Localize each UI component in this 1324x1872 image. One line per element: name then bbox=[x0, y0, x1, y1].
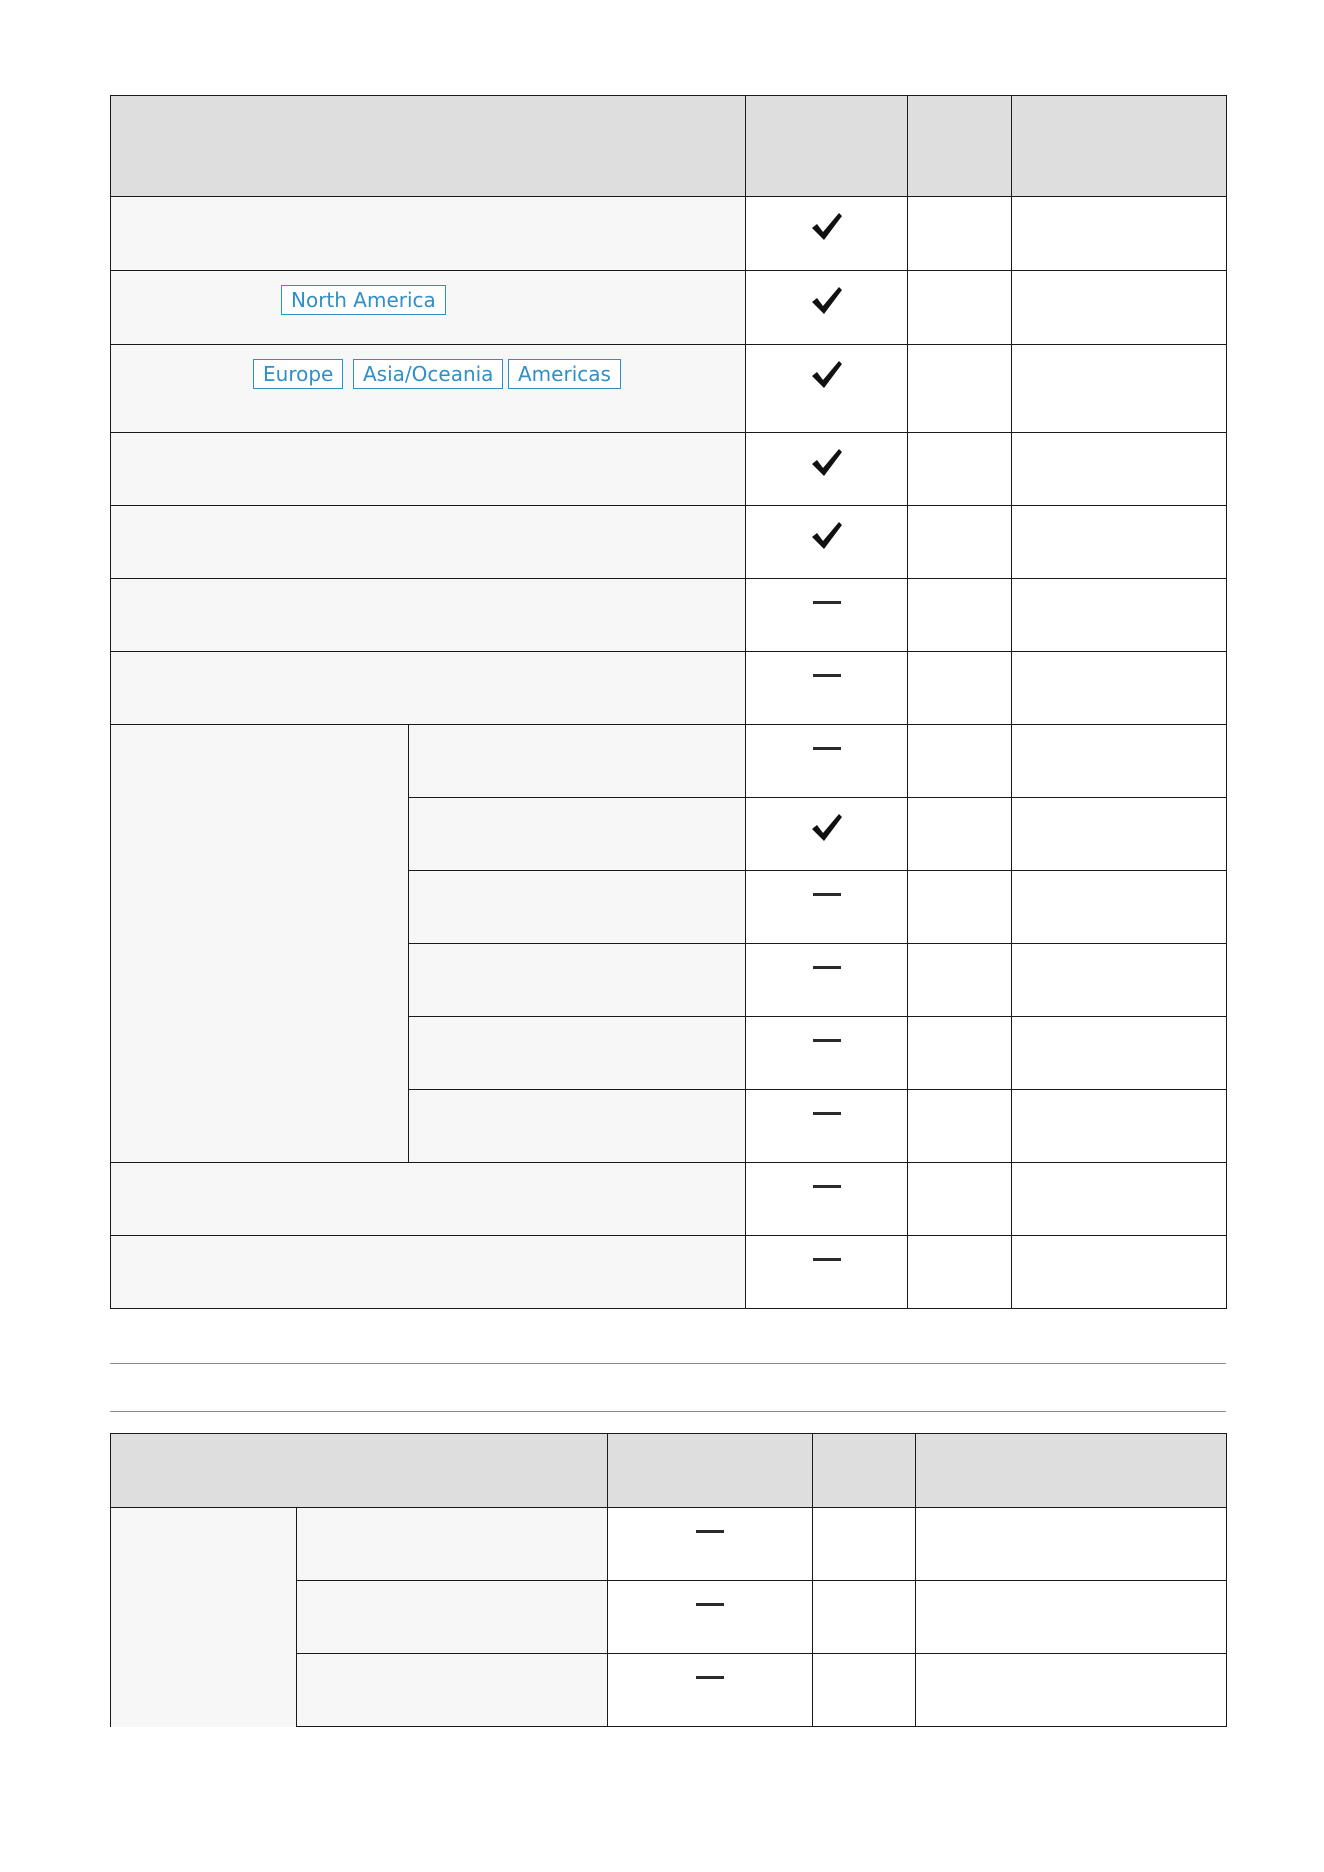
table-row bbox=[111, 1163, 1227, 1236]
dash-icon bbox=[746, 871, 907, 896]
value-cell bbox=[746, 652, 908, 725]
group-label-cell bbox=[111, 1508, 297, 1727]
header-column-3 bbox=[813, 1434, 916, 1508]
empty-cell bbox=[1012, 197, 1227, 271]
empty-cell bbox=[908, 725, 1012, 798]
sub-label-cell bbox=[409, 725, 746, 798]
dash-icon bbox=[608, 1508, 812, 1533]
sub-label-cell bbox=[409, 798, 746, 871]
table-row bbox=[111, 433, 1227, 506]
empty-cell bbox=[813, 1508, 916, 1581]
dash-icon bbox=[746, 1090, 907, 1115]
empty-cell bbox=[916, 1654, 1227, 1727]
empty-cell bbox=[1012, 944, 1227, 1017]
empty-cell bbox=[1012, 871, 1227, 944]
table-row bbox=[111, 725, 1227, 798]
table-row bbox=[111, 345, 1227, 433]
value-cell bbox=[746, 798, 908, 871]
row-label-cell bbox=[111, 433, 746, 506]
empty-cell bbox=[1012, 1163, 1227, 1236]
checkmark-icon bbox=[746, 197, 907, 243]
sub-label-cell bbox=[297, 1508, 608, 1581]
value-cell bbox=[746, 1017, 908, 1090]
empty-cell bbox=[813, 1654, 916, 1727]
region-tag-north-america[interactable]: North America bbox=[281, 285, 446, 315]
header-column-4 bbox=[916, 1434, 1227, 1508]
row-label-cell bbox=[111, 652, 746, 725]
empty-cell bbox=[908, 652, 1012, 725]
value-cell bbox=[746, 197, 908, 271]
dash-icon bbox=[746, 1236, 907, 1261]
empty-cell bbox=[908, 433, 1012, 506]
empty-cell bbox=[1012, 433, 1227, 506]
table-header-row bbox=[111, 96, 1227, 197]
row-label-cell bbox=[111, 1236, 746, 1309]
value-cell bbox=[746, 1236, 908, 1309]
header-value-column bbox=[608, 1434, 813, 1508]
settings-table-2 bbox=[110, 1433, 1227, 1727]
group-label-cell bbox=[111, 725, 409, 1163]
sub-label-cell bbox=[297, 1654, 608, 1727]
checkmark-icon bbox=[746, 433, 907, 479]
checkmark-icon bbox=[746, 798, 907, 844]
empty-cell bbox=[908, 1163, 1012, 1236]
table-row bbox=[111, 1236, 1227, 1309]
empty-cell bbox=[908, 1017, 1012, 1090]
checkmark-icon bbox=[746, 506, 907, 552]
empty-cell bbox=[908, 1236, 1012, 1309]
empty-cell bbox=[916, 1581, 1227, 1654]
empty-cell bbox=[908, 1090, 1012, 1163]
sub-label-cell bbox=[409, 1017, 746, 1090]
header-column-3 bbox=[908, 96, 1012, 197]
value-cell bbox=[746, 725, 908, 798]
empty-cell bbox=[908, 197, 1012, 271]
checkmark-icon bbox=[746, 271, 907, 317]
value-cell bbox=[746, 433, 908, 506]
table-row bbox=[111, 1508, 1227, 1581]
dash-icon bbox=[746, 652, 907, 677]
table-row bbox=[111, 197, 1227, 271]
value-cell bbox=[746, 345, 908, 433]
row-label-cell bbox=[111, 271, 746, 345]
checkmark-icon bbox=[746, 345, 907, 391]
empty-cell bbox=[908, 506, 1012, 579]
value-cell bbox=[746, 1163, 908, 1236]
value-cell bbox=[746, 1090, 908, 1163]
value-cell bbox=[746, 506, 908, 579]
empty-cell bbox=[908, 271, 1012, 345]
value-cell bbox=[746, 871, 908, 944]
header-item-column bbox=[111, 96, 746, 197]
table-row bbox=[111, 506, 1227, 579]
table-row bbox=[111, 652, 1227, 725]
table-row bbox=[111, 579, 1227, 652]
header-item-column bbox=[111, 1434, 608, 1508]
row-label-cell bbox=[111, 579, 746, 652]
dash-icon bbox=[608, 1581, 812, 1606]
region-tag-europe[interactable]: Europe bbox=[253, 359, 343, 389]
header-column-4 bbox=[1012, 96, 1227, 197]
empty-cell bbox=[1012, 506, 1227, 579]
row-label-cell bbox=[111, 1163, 746, 1236]
dash-icon bbox=[608, 1654, 812, 1679]
value-cell bbox=[608, 1581, 813, 1654]
table-row bbox=[111, 271, 1227, 345]
dash-icon bbox=[746, 1163, 907, 1188]
region-tag-asia-oceania[interactable]: Asia/Oceania bbox=[353, 359, 503, 389]
empty-cell bbox=[1012, 725, 1227, 798]
empty-cell bbox=[916, 1508, 1227, 1581]
region-tag-americas[interactable]: Americas bbox=[508, 359, 621, 389]
settings-table-1 bbox=[110, 95, 1227, 1309]
row-label-cell bbox=[111, 506, 746, 579]
sub-label-cell bbox=[409, 944, 746, 1017]
header-value-column bbox=[746, 96, 908, 197]
empty-cell bbox=[1012, 1017, 1227, 1090]
empty-cell bbox=[1012, 1090, 1227, 1163]
value-cell bbox=[608, 1654, 813, 1727]
sub-label-cell bbox=[409, 871, 746, 944]
empty-cell bbox=[1012, 1236, 1227, 1309]
dash-icon bbox=[746, 1017, 907, 1042]
empty-cell bbox=[908, 345, 1012, 433]
row-label-cell bbox=[111, 197, 746, 271]
sub-label-cell bbox=[297, 1581, 608, 1654]
empty-cell bbox=[1012, 652, 1227, 725]
empty-cell bbox=[813, 1581, 916, 1654]
empty-cell bbox=[1012, 579, 1227, 652]
row-label-cell bbox=[111, 345, 746, 433]
section-divider-bottom bbox=[110, 1411, 1226, 1412]
empty-cell bbox=[1012, 345, 1227, 433]
empty-cell bbox=[908, 871, 1012, 944]
empty-cell bbox=[908, 798, 1012, 871]
empty-cell bbox=[1012, 271, 1227, 345]
value-cell bbox=[608, 1508, 813, 1581]
empty-cell bbox=[908, 944, 1012, 1017]
dash-icon bbox=[746, 725, 907, 750]
empty-cell bbox=[1012, 798, 1227, 871]
section-divider-top bbox=[110, 1363, 1226, 1364]
dash-icon bbox=[746, 579, 907, 604]
value-cell bbox=[746, 944, 908, 1017]
dash-icon bbox=[746, 944, 907, 969]
table-header-row bbox=[111, 1434, 1227, 1508]
empty-cell bbox=[908, 579, 1012, 652]
sub-label-cell bbox=[409, 1090, 746, 1163]
value-cell bbox=[746, 271, 908, 345]
value-cell bbox=[746, 579, 908, 652]
